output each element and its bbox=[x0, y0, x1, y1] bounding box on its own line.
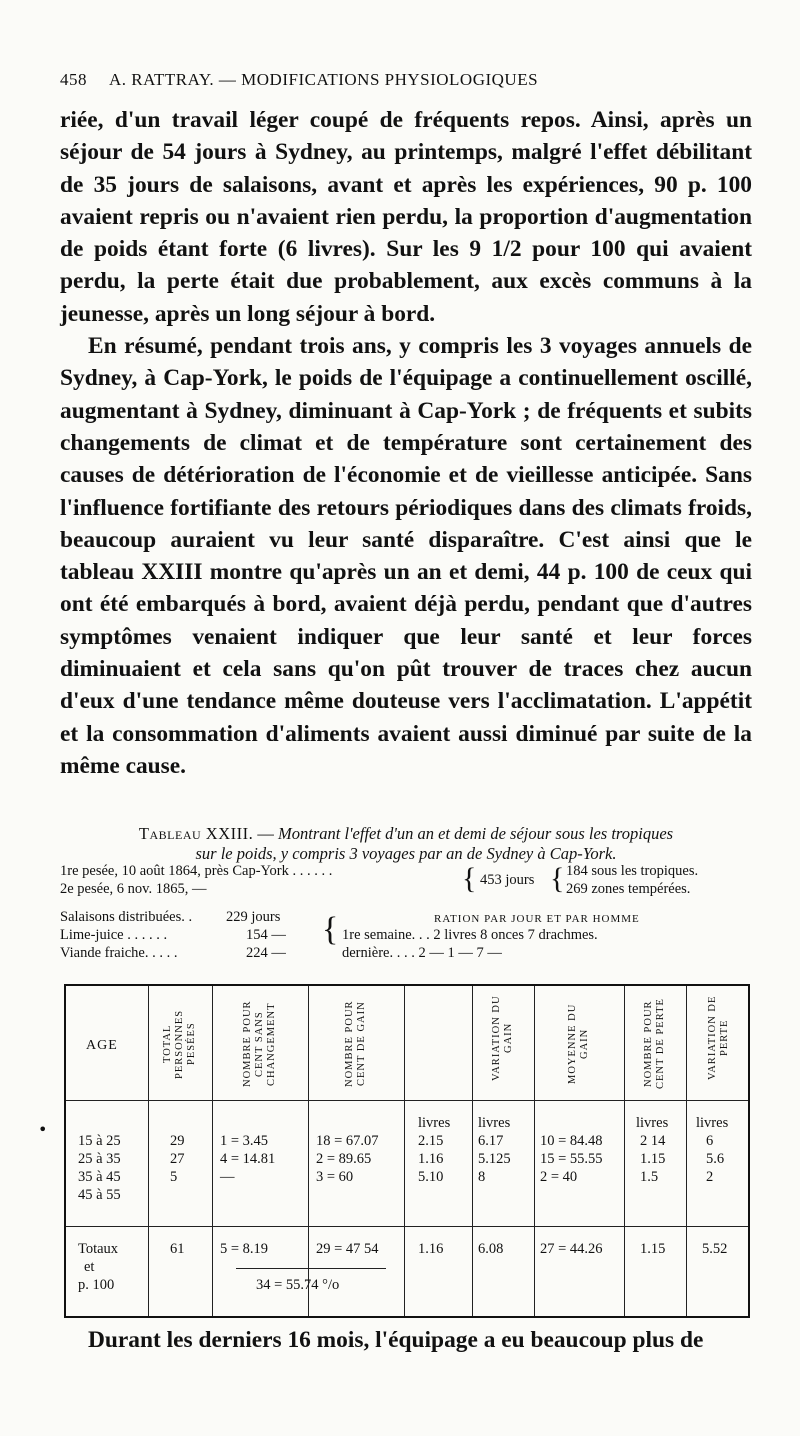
unit-gain-moy: livres bbox=[478, 1115, 511, 1131]
body-text bbox=[60, 104, 752, 782]
ration-row-1: 1re semaine. . . 2 livres 8 onces 7 drachmes. bbox=[342, 927, 598, 943]
totals-gain-moy: 6.08 bbox=[478, 1241, 504, 1257]
table-cell: 45 à 55 bbox=[78, 1187, 121, 1203]
table-cell: — bbox=[220, 1169, 235, 1185]
totals-label-2: et bbox=[84, 1259, 95, 1275]
col-age bbox=[78, 1132, 121, 1204]
footer-text: Durant les derniers 16 mois, l'équipage a eu beaucoup plus de bbox=[88, 1327, 704, 1353]
unit-perte-moy: livres bbox=[696, 1115, 729, 1131]
brace-left: { bbox=[462, 862, 477, 895]
totals-gain-var: 1.16 bbox=[418, 1241, 444, 1257]
table-cell: 25 à 35 bbox=[78, 1151, 121, 1167]
table-cell: 6 bbox=[706, 1133, 714, 1149]
table-cell: 8 bbox=[478, 1169, 486, 1185]
totals-perte-moy: 5.52 bbox=[702, 1241, 728, 1257]
brace-right: { bbox=[550, 862, 565, 895]
paragraph-2: En résumé, pendant trois ans, y compris les 3 voyages annuels de Sydney, à Cap-York, le poids de l'équipage a continuellement oscillé, augmentant à Sydney, diminuant à Cap-York ; de fréquents et subits changements de climat et de température sont certainement des causes de détérioration de l'économie et de vieillesse anticipée. Sans l'influence fortifiante des retours périodiques dans des climats froids, beaucoup auraient vu leur santé disparaître. C'est ainsi que le tableau XXIII montre qu'après un an et demi, 44 p. 100 de ceux qui ont été embarqués à bord, avaient déjà perdu, pendant que d'autres symptômes venaient indiquer que leur santé et leur forces diminuaient et cela sans qu'on pût trouver de traces chez aucun d'eux d'une tendance même douteuse vers l'acclimatation. L'appétit et la consommation d'aliments avaient aussi diminué par suite de la même cause. bbox=[60, 333, 752, 779]
lime-label: Lime-juice . . . . . . bbox=[60, 927, 168, 943]
table-cell: 3 = 60 bbox=[316, 1169, 354, 1185]
lime-value: 154 — bbox=[246, 927, 286, 943]
header-perte-pct: NOMBRE POUR CENT DE PERTE bbox=[643, 998, 666, 1090]
totals-combined: 34 = 55.74 °/o bbox=[256, 1277, 340, 1293]
table-cell: 5 bbox=[170, 1169, 178, 1185]
table-cell: 2 14 bbox=[640, 1133, 666, 1149]
pesee-2: 2e pesée, 6 nov. 1865, — bbox=[60, 881, 207, 897]
col-perte-var bbox=[640, 1132, 665, 1186]
table-cell: 1.16 bbox=[418, 1151, 444, 1167]
running-title: A. RATTRAY. — MODIFICATIONS PHYSIOLOGIQUES bbox=[109, 70, 539, 89]
table-caption-block bbox=[60, 808, 752, 864]
table-cell: 15 à 25 bbox=[78, 1133, 121, 1149]
col-sans-changement bbox=[220, 1132, 275, 1186]
header-gain-moyenne: MOYENNE DU GAIN bbox=[567, 1003, 590, 1085]
duration: 453 jours bbox=[480, 872, 535, 888]
totals-gain: 29 = 47 54 bbox=[316, 1241, 379, 1257]
header-gain-variation-2 bbox=[408, 990, 468, 1086]
table-cell: 6.17 bbox=[478, 1133, 504, 1149]
header-gain-variation: VARIATION DU GAIN bbox=[491, 995, 514, 1081]
tropics: 184 sous les tropiques. bbox=[566, 863, 699, 879]
totals-label-3: p. 100 bbox=[78, 1277, 115, 1293]
totals-divider bbox=[66, 1226, 748, 1227]
margin-bullet: • bbox=[38, 1120, 48, 1139]
table-cell: 1.5 bbox=[640, 1169, 659, 1185]
header-sans-changement: NOMBRE POUR CENT SANS CHANGEMENT bbox=[242, 1000, 277, 1088]
table-cell: 4 = 14.81 bbox=[220, 1151, 276, 1167]
table-cell: 5.6 bbox=[706, 1151, 725, 1167]
totals-perte-var: 1.15 bbox=[640, 1241, 666, 1257]
table-cell: 1 = 3.45 bbox=[220, 1133, 269, 1149]
caption-line-1: Montrant l'effet d'un an et demi de séjour sous les tropiques bbox=[277, 824, 674, 843]
table-cell: 5.10 bbox=[418, 1169, 444, 1185]
viande-label: Viande fraiche. . . . . bbox=[60, 945, 178, 961]
table-cell: 18 = 67.07 bbox=[316, 1133, 379, 1149]
table-caption bbox=[60, 824, 752, 864]
col-divider bbox=[148, 986, 149, 1316]
totals-combined-rule bbox=[236, 1268, 386, 1269]
header-perte-variation: VARIATION DE PERTE bbox=[707, 995, 730, 1081]
viande-value: 224 — bbox=[246, 945, 286, 961]
col-perte-pct bbox=[540, 1132, 603, 1186]
unit-gain-var: livres bbox=[418, 1115, 451, 1131]
col-divider bbox=[404, 986, 405, 1316]
totals-sans: 5 = 8.19 bbox=[220, 1241, 269, 1257]
caption-line-2: sur le poids, y compris 3 voyages par an de Sydney à Cap-York. bbox=[195, 844, 617, 863]
pesee-1: 1re pesée, 10 août 1864, près Cap-York . . . . . . bbox=[60, 863, 333, 879]
col-divider bbox=[472, 986, 473, 1316]
col-divider bbox=[212, 986, 213, 1316]
ration-title: RATION PAR JOUR ET PAR HOMME bbox=[434, 913, 640, 925]
temperate: 269 zones tempérées. bbox=[566, 881, 691, 897]
col-divider bbox=[534, 986, 535, 1316]
salaisons-value: 229 jours bbox=[226, 909, 281, 925]
unit-perte-var: livres bbox=[636, 1115, 669, 1131]
col-gain-moy bbox=[478, 1132, 511, 1186]
totals-total: 61 bbox=[170, 1241, 185, 1257]
col-divider bbox=[686, 986, 687, 1316]
salaisons-label: Salaisons distribuées. . bbox=[60, 909, 193, 925]
col-total bbox=[170, 1132, 185, 1186]
header-total: TOTAL PERSONNES PESÉES bbox=[162, 1009, 197, 1079]
data-table bbox=[64, 984, 750, 1318]
table-cell: 15 = 55.55 bbox=[540, 1151, 603, 1167]
table-meta bbox=[60, 862, 752, 974]
table-cell: 35 à 45 bbox=[78, 1169, 121, 1185]
brace-ration: { bbox=[322, 911, 339, 948]
table-cell: 1.15 bbox=[640, 1151, 666, 1167]
table-cell: 2 = 40 bbox=[540, 1169, 578, 1185]
table-cell: 10 = 84.48 bbox=[540, 1133, 603, 1149]
running-head bbox=[60, 70, 752, 104]
totals-label-1: Totaux bbox=[78, 1241, 119, 1257]
ration-row-2: dernière. . . . 2 — 1 — 7 — bbox=[342, 945, 502, 961]
table-cell: 2 = 89.65 bbox=[316, 1151, 372, 1167]
page bbox=[60, 70, 752, 782]
table-cell: 27 bbox=[170, 1151, 185, 1167]
col-divider bbox=[308, 986, 309, 1316]
caption-dash: — bbox=[253, 824, 278, 843]
table-cell: 5.125 bbox=[478, 1151, 511, 1167]
col-gain-var bbox=[418, 1132, 443, 1186]
col-perte-moy bbox=[706, 1132, 724, 1186]
page-number: 458 bbox=[60, 70, 87, 89]
table-cell: 29 bbox=[170, 1133, 185, 1149]
header-age: AGE bbox=[86, 1038, 118, 1053]
col-divider bbox=[624, 986, 625, 1316]
table-cell: 2.15 bbox=[418, 1133, 444, 1149]
table-cell: 2 bbox=[706, 1169, 714, 1185]
col-gain-pct bbox=[316, 1132, 379, 1186]
table-label: Tableau XXIII. bbox=[138, 824, 254, 843]
totals-perte: 27 = 44.26 bbox=[540, 1241, 603, 1257]
header-divider bbox=[66, 1100, 748, 1101]
header-gain-pct: NOMBRE POUR CENT DE GAIN bbox=[344, 1000, 367, 1088]
paragraph-1: riée, d'un travail léger coupé de fréquents repos. Ainsi, après un séjour de 54 jours à Sydney, au printemps, malgré l'effet débilitant de 35 jours de salaisons, avant et après les expériences, 90 p. 100 avaient repris ou n'avaient rien perdu, la proportion d'augmentation de poids étant forte (6 livres). Sur les 9 1/2 pour 100 qui avaient perdu, la perte était due probablement, aux excès communs à la jeunesse, après un long séjour à bord. bbox=[60, 107, 752, 327]
